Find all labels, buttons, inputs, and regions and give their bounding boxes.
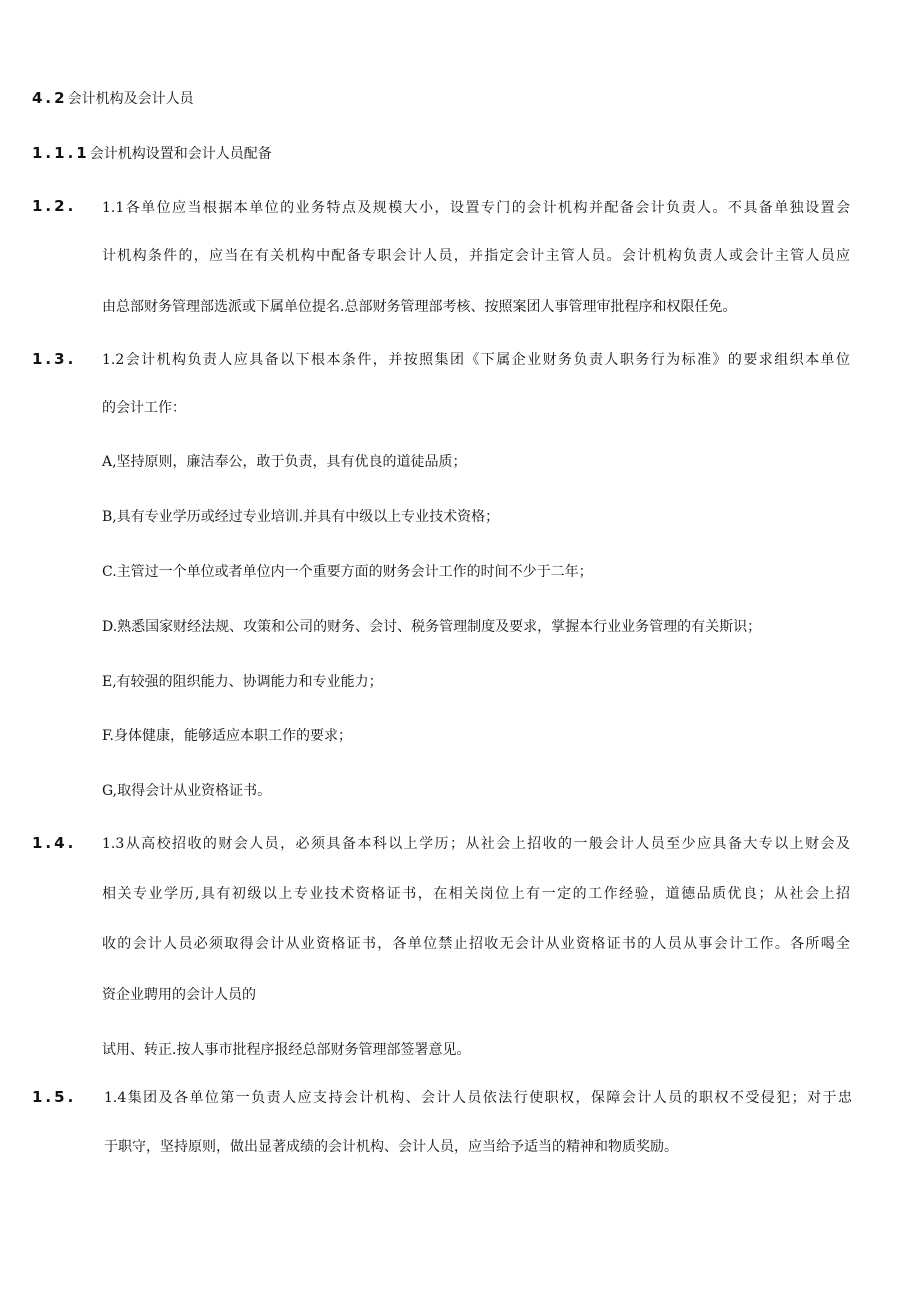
heading-number: 4.2 [32, 89, 68, 107]
list-item-a: A,坚持原则，廉洁奉公，敢于负责，具有优良的道徒品质； [102, 454, 467, 470]
paragraph-line: 于职守，坚持原则，做出显著成绩的会计机构、会计人员，应当给予适当的精神和物质奖励。 [104, 1139, 678, 1155]
heading-title: 会计机构设置和会计人员配备 [89, 146, 272, 162]
paragraph-line: 收的会计人员必须取得会计从业资格证书，各单位禁止招收无会计从业资格证书的人员从事会计工作。各所喝全 [102, 936, 850, 952]
heading-4-2 [32, 88, 194, 108]
list-item-d: D.熟悉国家财经法规、攻策和公司的财务、会讨、税务管理制度及要求，掌握本行业业务管理的有关斯识； [102, 619, 762, 635]
paragraph-line: 资企业聘用的会计人员的 [102, 987, 256, 1003]
heading-number: 1.1.1 [32, 144, 90, 162]
paragraph-line: 计机构条件的，应当在有关机构中配备专职会计人员，并指定会计主管人员。会计机构负责人或会计主管人员应 [102, 248, 850, 264]
list-item-c: C.主管过一个单位或者单位内一个重要方面的财务会计工作的时间不少于二年； [102, 564, 593, 580]
paragraph-line: 1.1各单位应当根据本单位的业务特点及规模大小，设置专门的会计机构并配备会计负责人。不具备单独设置会 [102, 200, 850, 216]
list-item-b: B,具有专业学历或经过专业培训.并具有中级以上专业技术资格； [102, 509, 500, 525]
paragraph-line: 的会计工作： [102, 400, 186, 416]
paragraph-line: 1.2会计机构负责人应具备以下根本条件，并按照集团《下属企业财务负责人职务行为标准》的要求组织本单位 [102, 352, 850, 368]
heading-title: 会计机构及会计人员 [67, 91, 194, 107]
paragraph-line: 1.4集团及各单位第一负责人应支持会计机构、会计人员依法行使职权，保障会计人员的职权不受侵犯；对于忠 [104, 1090, 852, 1106]
list-item-e: E,有较强的阻织能力、协调能力和专业能力； [102, 674, 383, 690]
list-item-f: F.身体健康，能够适应本职工作的要求； [102, 728, 352, 744]
heading-1-1-1 [32, 143, 272, 163]
section-number-1-4: 1.4. [32, 834, 77, 852]
paragraph-line: 由总部财务管理部选派或下属单位提名.总部财务管理部考核、按照案团人事管理审批程序和权限任免。 [102, 299, 737, 315]
list-item-g: G,取得会计从业资格证书。 [102, 783, 272, 799]
section-number-1-3: 1.3. [32, 350, 77, 368]
paragraph-continuation: 试用、转正.按人事市批程序报经总部财务管理部签署意见。 [102, 1042, 471, 1058]
section-number-1-5: 1.5. [32, 1088, 77, 1106]
paragraph-line: 相关专业学历,具有初级以上专业技术资格证书，在相关岗位上有一定的工作经验，道德品质优良；从社会上招 [102, 886, 850, 902]
section-number-1-2: 1.2. [32, 197, 77, 215]
paragraph-line: 1.3从高校招收的财会人员，必须具备本科以上学历；从社会上招收的一般会计人员至少应具备大专以上财会及 [102, 836, 850, 852]
